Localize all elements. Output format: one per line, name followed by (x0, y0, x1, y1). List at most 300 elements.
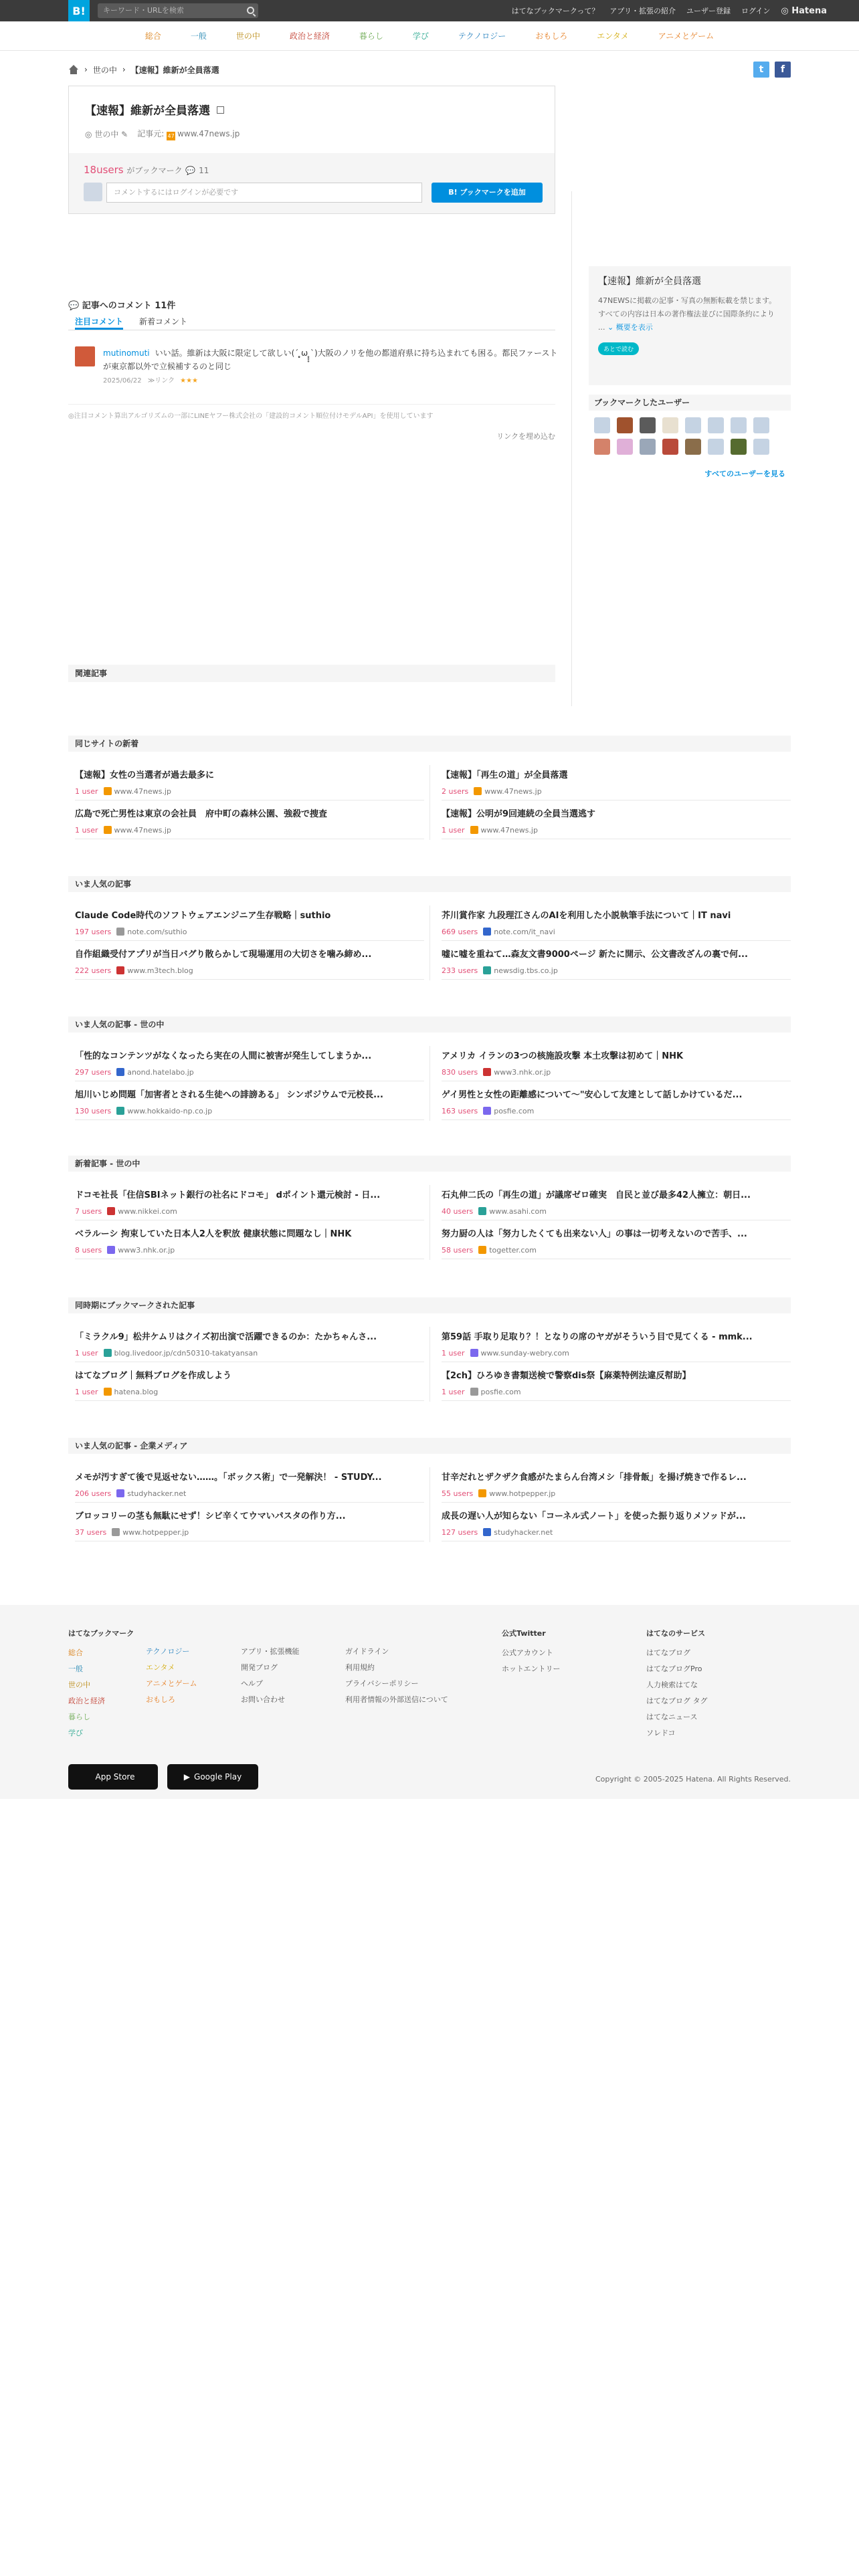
comments-count: 11 (199, 166, 209, 175)
facebook-share-button[interactable] (775, 62, 791, 78)
site-favicon-icon (478, 1207, 486, 1215)
article-meta (442, 1068, 791, 1077)
article-item[interactable] (442, 947, 791, 975)
article-item[interactable] (75, 1329, 424, 1358)
article-site[interactable]: www3.nhk.or.jp (118, 1246, 175, 1255)
comment-input[interactable]: コメントするにはログインが必要です (106, 183, 422, 203)
article-site[interactable]: www.47news.jp (480, 826, 538, 835)
bookmark-user-avatar[interactable] (731, 417, 747, 433)
article-meta (442, 1388, 791, 1396)
tab-popular-comments[interactable]: 注目コメント (75, 316, 123, 330)
article-site[interactable]: www.hotpepper.jp (489, 1489, 556, 1498)
footer-link[interactable]: 人力検索はてな (646, 1681, 698, 1689)
site-favicon-icon (483, 1528, 491, 1536)
breadcrumb (68, 63, 219, 76)
article-meta (75, 1207, 424, 1216)
section-title: いま人気の記事 - 世の中 (68, 1016, 791, 1033)
bookmark-user-avatar[interactable] (617, 417, 633, 433)
article-site[interactable]: www.sunday-webry.com (480, 1349, 569, 1358)
footer-link[interactable]: 開発ブログ (241, 1663, 278, 1672)
summary-title: 【速報】維新が全員落選 (598, 276, 701, 287)
entry-title (85, 101, 224, 118)
category-3[interactable]: 政治と経済 (289, 31, 330, 41)
site-favicon-icon (116, 1107, 124, 1115)
article-site[interactable]: studyhacker.net (127, 1489, 187, 1498)
embed-link[interactable]: リンクを埋め込む (496, 432, 555, 441)
article-title[interactable]: 芥川賞作家 九段理江さんのAIを利用した小説執筆手法について｜IT navi (442, 911, 731, 921)
summary-more-link[interactable] (607, 323, 653, 332)
edit-icon[interactable]: ✎ (121, 130, 128, 139)
article-users[interactable]: 58 users (442, 1246, 474, 1255)
bookmark-user-avatar[interactable] (594, 417, 610, 433)
site-favicon-icon: 47 (167, 133, 175, 139)
divider (75, 1400, 424, 1401)
footer-col-categories-b (146, 1644, 197, 1708)
section-4 (68, 1297, 791, 1420)
comments-title-text: 記事へのコメント (82, 301, 152, 311)
article-meta (75, 826, 424, 835)
source-domain: www.47news.jp (177, 129, 240, 138)
site-favicon-icon (116, 1068, 124, 1076)
footer-bookmark-title: はてなブックマーク (68, 1629, 134, 1638)
footer-link[interactable]: はてなブログ タグ (646, 1697, 708, 1705)
summary-more-text: 概要を表示 (615, 323, 653, 332)
comments-count-text: 11件 (155, 301, 176, 311)
apps-link[interactable]: アプリ・拡張の紹介 (609, 7, 676, 15)
article-item[interactable] (75, 1368, 424, 1396)
footer-col-bookmark (68, 1628, 134, 1741)
article-title[interactable]: 成長の遅い人が知らない「コーネル式ノート」を使った振り返りメソッドが... (442, 1511, 746, 1521)
bookmark-user-avatar[interactable] (685, 439, 701, 455)
section-3 (68, 1156, 791, 1279)
twitter-icon: t (759, 64, 764, 75)
category-6[interactable]: テクノロジー (458, 31, 506, 41)
article-item[interactable] (442, 1470, 791, 1498)
article-site[interactable]: togetter.com (489, 1246, 537, 1255)
article-meta (442, 1246, 791, 1255)
article-item[interactable] (75, 768, 424, 796)
section-title: 新着記事 - 世の中 (68, 1156, 791, 1172)
category-9[interactable]: アニメとゲーム (658, 31, 714, 41)
bookmark-users-title: ブックマークしたユーザー (589, 395, 791, 411)
breadcrumb-section[interactable]: 世の中 (92, 65, 117, 75)
footer-link[interactable]: 政治と経済 (68, 1697, 105, 1705)
article-meta (442, 1528, 791, 1537)
article-meta (75, 787, 424, 796)
section-title: いま人気の記事 (68, 876, 791, 892)
article-site[interactable]: www.nikkei.com (118, 1207, 177, 1216)
tag-pill[interactable]: あとで読む (598, 342, 639, 355)
article-item[interactable] (442, 1329, 791, 1358)
divider (442, 1119, 791, 1120)
app-store-button[interactable] (68, 1764, 158, 1790)
footer-link[interactable]: はてなニュース (646, 1713, 698, 1721)
article-users[interactable]: 1 user (442, 1388, 465, 1396)
bookmark-user-avatar[interactable] (662, 439, 678, 455)
section-grid (68, 1313, 791, 1420)
site-favicon-icon (116, 1489, 124, 1497)
entry-category-label: 世の中 (94, 130, 119, 139)
article-item[interactable] (442, 1509, 791, 1537)
article-item[interactable] (442, 1226, 791, 1255)
article-users[interactable]: 8 users (75, 1246, 102, 1255)
footer-link[interactable]: 一般 (68, 1665, 83, 1673)
bookmark-user-avatar[interactable] (731, 439, 747, 455)
footer-col-tools (241, 1644, 300, 1708)
comment-icon: 💬 (68, 301, 80, 311)
comment-text: いい話。維新は大阪に限定して欲しい(´ ̥̥̥ω ̥̥̥`)大阪のノリを他の都道府県に持ち込まれても困る。都民ファーストが東京都以外で立候補するのと同じ (103, 348, 558, 371)
site-favicon-icon (104, 826, 112, 834)
comment-bubble-icon: 💬 (185, 166, 196, 175)
footer-link[interactable]: 利用者情報の外部送信について (345, 1695, 448, 1704)
article-meta (442, 826, 791, 835)
footer-link[interactable]: 公式アカウント (502, 1648, 553, 1657)
article-users[interactable]: 830 users (442, 1068, 478, 1077)
section-grid (68, 892, 791, 999)
article-users[interactable]: 197 users (75, 928, 112, 936)
article-users[interactable]: 130 users (75, 1107, 112, 1115)
article-users[interactable]: 2 users (442, 787, 469, 796)
article-title[interactable]: 自作組織受付アプリが当日バグり散らかして現場運用の大切さを噛み締め... (75, 950, 372, 960)
comments-title (68, 298, 175, 311)
category-5[interactable]: 学び (412, 31, 429, 41)
site-favicon-icon (104, 787, 112, 795)
entry-source[interactable] (137, 128, 240, 140)
article-item[interactable] (75, 1509, 424, 1537)
category-2[interactable]: 世の中 (235, 31, 260, 41)
article-title[interactable]: Claude Code時代のソフトウェアエンジニア生存戦略｜suthio (75, 911, 331, 921)
site-favicon-icon (112, 1528, 120, 1536)
share-buttons (753, 62, 791, 78)
bookmark-user-avatar[interactable] (685, 417, 701, 433)
hatena-bookmark-logo[interactable]: B! (68, 0, 90, 21)
article-meta (75, 1068, 424, 1077)
related-articles-title: 関連記事 (68, 665, 555, 682)
article-meta (75, 1489, 424, 1498)
my-avatar (84, 183, 102, 201)
site-favicon-icon (474, 787, 482, 795)
article-item[interactable] (75, 807, 424, 835)
article-meta (75, 1246, 424, 1255)
footer-link[interactable]: ホットエントリー (502, 1665, 561, 1673)
article-item[interactable] (75, 1049, 424, 1077)
category-nav (0, 21, 859, 51)
category-4[interactable]: 暮らし (359, 31, 383, 41)
article-users[interactable]: 1 user (442, 826, 465, 835)
users-count-text: がブックマーク (126, 166, 183, 175)
article-title[interactable]: 甘辛だれとザクザク食感がたまらん台湾メシ「排骨飯」を揚げ焼きで作るレ... (442, 1473, 747, 1483)
article-meta (75, 1107, 424, 1115)
article-title[interactable]: 石丸伸二氏の「再生の道」が議席ゼロ確実 自民と並び最多42人擁立：朝日... (442, 1190, 751, 1200)
article-title[interactable]: 旭川いじめ問題「加害者とされる生徒への誹謗ある」 シンポジウムで元校長... (75, 1090, 383, 1100)
article-item[interactable] (442, 908, 791, 936)
commenter-avatar[interactable] (75, 346, 95, 366)
footer-link[interactable]: アプリ・拡張機能 (241, 1647, 300, 1656)
comment-tabs (68, 316, 555, 330)
footer-link[interactable]: 総合 (68, 1648, 83, 1657)
site-favicon-icon (478, 1246, 486, 1254)
comment-date[interactable]: 2025/06/22 (103, 377, 142, 385)
article-site[interactable]: anond.hatelabo.jp (127, 1068, 194, 1077)
article-users[interactable]: 163 users (442, 1107, 478, 1115)
article-item[interactable] (75, 1470, 424, 1498)
article-site[interactable]: hatena.blog (114, 1388, 159, 1396)
footer-link[interactable]: テクノロジー (146, 1647, 190, 1656)
tab-new-comments[interactable]: 新着コメント (139, 317, 188, 326)
play-icon: ▶ (183, 1772, 191, 1782)
article-meta (442, 1489, 791, 1498)
article-title[interactable]: 「ミラクル9」松井ケムリはクイズ初出演で活躍できるのか：たかちゃんさ... (75, 1332, 377, 1342)
category-0[interactable]: 総合 (145, 31, 161, 41)
bookmark-user-avatar[interactable] (753, 417, 769, 433)
article-site[interactable]: www3.nhk.or.jp (494, 1068, 551, 1077)
top-links (512, 0, 827, 21)
site-favicon-icon (470, 826, 478, 834)
article-site[interactable]: www.asahi.com (489, 1207, 547, 1216)
article-meta (75, 1388, 424, 1396)
article-site[interactable]: www.hokkaido-np.co.jp (127, 1107, 213, 1115)
article-meta (442, 1207, 791, 1216)
article-item[interactable] (75, 1087, 424, 1115)
site-favicon-icon (483, 1107, 491, 1115)
footer-link[interactable]: プライバシーポリシー (345, 1679, 419, 1688)
article-item[interactable] (442, 768, 791, 796)
section-title: 同時期にブックマークされた記事 (68, 1297, 791, 1313)
google-play-label: Google Play (194, 1772, 242, 1782)
section-grid (68, 1454, 791, 1561)
article-site[interactable]: www.47news.jp (114, 826, 171, 835)
article-users[interactable]: 55 users (442, 1489, 474, 1498)
article-users[interactable]: 1 user (442, 1349, 465, 1358)
category-8[interactable]: エンタメ (597, 31, 629, 41)
article-title[interactable]: メモが汚すぎて後で見返せない……。「ボックス術」で一発解決！ - STUDY... (75, 1473, 382, 1483)
all-users-link[interactable]: すべてのユーザーを見る (704, 469, 785, 478)
article-site[interactable]: www.m3tech.blog (127, 966, 193, 975)
footer-link[interactable]: 世の中 (68, 1681, 90, 1689)
site-favicon-icon (470, 1388, 478, 1396)
footer-link[interactable]: 学び (68, 1729, 83, 1737)
article-title[interactable]: ドコモ社長「住信SBIネット銀行の社名にドコモ」 dポイント還元検討 - 日... (75, 1190, 381, 1200)
site-favicon-icon (107, 1207, 115, 1215)
article-title[interactable]: 【速報】「再生の道」が全員落選 (442, 770, 568, 780)
section-title: いま人気の記事 - 企業メディア (68, 1438, 791, 1454)
article-title[interactable]: はてなブログ｜無料ブログを作成しよう (75, 1371, 232, 1381)
article-users[interactable]: 1 user (75, 1388, 98, 1396)
users-count-value: 18users (84, 164, 124, 176)
entry-category[interactable] (85, 128, 128, 140)
copyright: Copyright © 2005-2025 Hatena. All Rights Reserved. (595, 1775, 791, 1784)
algorithm-note: ◎注目コメント算出アルゴリズムの一部にLINEヤフー株式会社の「建設的コメント順位付けモデルAPI」を使用しています (68, 404, 555, 420)
article-title[interactable]: ベラルーシ 拘束していた日本人2人を釈放 健康状態に問題なし｜NHK (75, 1229, 352, 1239)
article-meta (75, 928, 424, 936)
footer-services-title: はてなのサービス (646, 1629, 705, 1638)
article-item[interactable] (442, 1188, 791, 1216)
article-users[interactable]: 297 users (75, 1068, 112, 1077)
google-play-button[interactable] (167, 1764, 258, 1790)
section-0 (68, 736, 791, 859)
footer-link[interactable]: エンタメ (146, 1663, 175, 1672)
article-item[interactable] (442, 1368, 791, 1396)
search-placeholder: キーワード・URLを検索 (103, 6, 184, 15)
article-users[interactable]: 1 user (75, 787, 98, 796)
article-site[interactable]: studyhacker.net (494, 1528, 553, 1537)
section-2 (68, 1016, 791, 1140)
search-icon[interactable] (247, 7, 254, 14)
footer-link[interactable]: 利用規約 (345, 1663, 375, 1672)
entry-title-link[interactable]: 【速報】維新が全員落選 (85, 104, 210, 118)
bookmark-user-avatar[interactable] (708, 439, 724, 455)
category-icon: ◎ (85, 130, 92, 139)
hatena-brand-text: Hatena (791, 5, 827, 16)
comment-text-block (103, 346, 558, 373)
article-site[interactable]: www.hotpepper.jp (122, 1528, 189, 1537)
bookmark-user-avatar[interactable] (753, 439, 769, 455)
hatena-mark-icon: ◎ (781, 5, 789, 16)
footer-col-twitter (502, 1628, 561, 1677)
article-site[interactable]: www.47news.jp (484, 787, 542, 796)
comment-meta (103, 374, 198, 385)
article-title[interactable]: アメリカ イランの3つの核施設攻撃 本土攻撃は初めて｜NHK (442, 1051, 684, 1061)
bookmark-user-avatar[interactable] (640, 439, 656, 455)
comment-link[interactable]: ≫リンク (147, 377, 175, 385)
footer-link[interactable]: おもしろ (146, 1695, 175, 1704)
home-icon[interactable] (68, 65, 79, 74)
site-favicon-icon (116, 966, 124, 974)
footer-link[interactable]: はてなブログPro (646, 1665, 702, 1673)
site-favicon-icon (470, 1349, 478, 1357)
site-favicon-icon (104, 1388, 112, 1396)
article-users[interactable]: 127 users (442, 1528, 478, 1537)
footer-twitter-title: 公式Twitter (502, 1629, 546, 1638)
article-site[interactable]: note.com/suthio (127, 928, 187, 936)
article-title[interactable]: 【速報】公明が9回連続の全員当選逃す (442, 809, 596, 819)
article-users[interactable]: 1 user (75, 826, 98, 835)
article-title[interactable]: 「性的なコンテンツがなくなったら実在の人間に被害が発生してしまうか... (75, 1051, 372, 1061)
breadcrumb-current: 【速報】維新が全員落選 (130, 65, 219, 75)
article-item[interactable] (75, 947, 424, 975)
article-item[interactable] (442, 807, 791, 835)
article-users[interactable]: 222 users (75, 966, 112, 975)
article-title[interactable]: ゲイ男性と女性の距離感について〜"安心して友達として話しかけているだ... (442, 1090, 743, 1100)
commenter-name[interactable]: mutinomuti (103, 348, 150, 358)
article-site[interactable]: blog.livedoor.jp/cdn50310-takatyansan (114, 1349, 258, 1358)
bookmark-user-avatar[interactable] (662, 417, 678, 433)
section-5 (68, 1438, 791, 1561)
article-item[interactable] (75, 1188, 424, 1216)
article-meta (442, 787, 791, 796)
site-favicon-icon (483, 928, 491, 936)
article-meta (75, 1528, 424, 1537)
add-bookmark-button[interactable]: B! ブックマークを追加 (432, 183, 543, 203)
article-title[interactable]: ブロッコリーの茎も無駄にせず！シビ辛くてウマいパスタの作り方... (75, 1511, 346, 1521)
divider (75, 1119, 424, 1120)
site-favicon-icon (478, 1489, 486, 1497)
summary-box (589, 266, 791, 385)
footer-link[interactable]: アニメとゲーム (146, 1679, 197, 1688)
divider (75, 940, 424, 941)
entry-meta (85, 128, 240, 140)
article-meta (442, 966, 791, 975)
divider (442, 940, 791, 941)
article-item[interactable] (442, 1087, 791, 1115)
category-7[interactable]: おもしろ (535, 31, 568, 41)
login-link[interactable]: ログイン (741, 7, 771, 15)
bookmark-user-avatar[interactable] (594, 439, 610, 455)
signup-link[interactable]: ユーザー登録 (686, 7, 731, 15)
article-users[interactable]: 40 users (442, 1207, 474, 1216)
entry-box (68, 86, 555, 214)
search-input[interactable] (98, 3, 258, 18)
footer-link[interactable]: ヘルプ (241, 1679, 263, 1688)
footer-link[interactable]: 暮らし (68, 1713, 90, 1721)
section-grid (68, 752, 791, 859)
divider (75, 1502, 424, 1503)
bookmark-user-avatar[interactable] (708, 417, 724, 433)
article-title[interactable]: 第59話 手取り足取り？！となりの席のヤガがそういう目で見てくる - mmk... (442, 1332, 753, 1342)
divider (442, 979, 791, 980)
article-title[interactable]: 努力厨の人は「努力したくても出来ない人」の事は一切考えないので苦手、... (442, 1229, 747, 1239)
twitter-share-button[interactable] (753, 62, 769, 78)
bookmark-area (69, 153, 555, 213)
article-users[interactable]: 206 users (75, 1489, 112, 1498)
footer-link[interactable]: はてなブログ (646, 1648, 690, 1657)
article-site[interactable]: posfie.com (494, 1107, 535, 1115)
chevron-right-icon: › (122, 65, 126, 74)
article-item[interactable] (75, 908, 424, 936)
article-site[interactable]: note.com/it_navi (494, 928, 555, 936)
article-site[interactable]: www.47news.jp (114, 787, 171, 796)
article-title[interactable]: 【2ch】ひろゆき書類送検で警察dis祭【麻薬特例法違反幇助】 (442, 1371, 691, 1381)
footer-link[interactable]: お問い合わせ (241, 1695, 285, 1704)
article-users[interactable]: 233 users (442, 966, 478, 975)
divider (75, 979, 424, 980)
chevron-right-icon: › (84, 65, 88, 74)
summary-body: 47NEWSに掲載の記事・写真の無断転載を禁じます。 すべての内容は日本の著作権法並びに国際条約により ... (598, 296, 777, 332)
about-link[interactable]: はてなブックマークって？ (511, 7, 599, 15)
article-users[interactable]: 7 users (75, 1207, 102, 1216)
footer-link[interactable]: ソレドコ (646, 1729, 676, 1737)
external-link-icon[interactable] (217, 106, 224, 114)
article-meta (442, 1107, 791, 1115)
bookmark-user-avatar[interactable] (640, 417, 656, 433)
article-users[interactable]: 669 users (442, 928, 478, 936)
source-label: 記事元: (137, 129, 165, 138)
divider (442, 1502, 791, 1503)
hatena-brand-link[interactable] (781, 6, 827, 16)
category-1[interactable]: 一般 (190, 31, 207, 41)
article-meta (442, 928, 791, 936)
article-users[interactable]: 37 users (75, 1528, 107, 1537)
article-title[interactable]: 【速報】女性の当選者が過去最多に (75, 770, 215, 780)
bookmark-users-grid (594, 417, 791, 455)
article-site[interactable]: newsdig.tbs.co.jp (494, 966, 558, 975)
article-site[interactable]: posfie.com (480, 1388, 521, 1396)
footer-link[interactable]: ガイドライン (345, 1647, 389, 1656)
facebook-icon: f (780, 64, 785, 75)
article-item[interactable] (442, 1049, 791, 1077)
footer (0, 1605, 859, 1799)
bookmark-users-count[interactable] (84, 164, 209, 176)
chevron-down-icon: ⌄ (607, 323, 614, 332)
article-users[interactable]: 1 user (75, 1349, 98, 1358)
footer-col-policy (345, 1644, 448, 1708)
article-item[interactable] (75, 1226, 424, 1255)
article-title[interactable]: 嘘に嘘を重ねて…森友文書9000ページ 新たに開示、公文書改ざんの裏で何... (442, 950, 748, 960)
bookmark-user-avatar[interactable] (617, 439, 633, 455)
star-icon[interactable]: ★★★ (180, 377, 199, 385)
divider (442, 1400, 791, 1401)
article-title[interactable]: 広島で死亡男性は東京の会社員 府中町の森林公園、強殺で捜査 (75, 809, 328, 819)
